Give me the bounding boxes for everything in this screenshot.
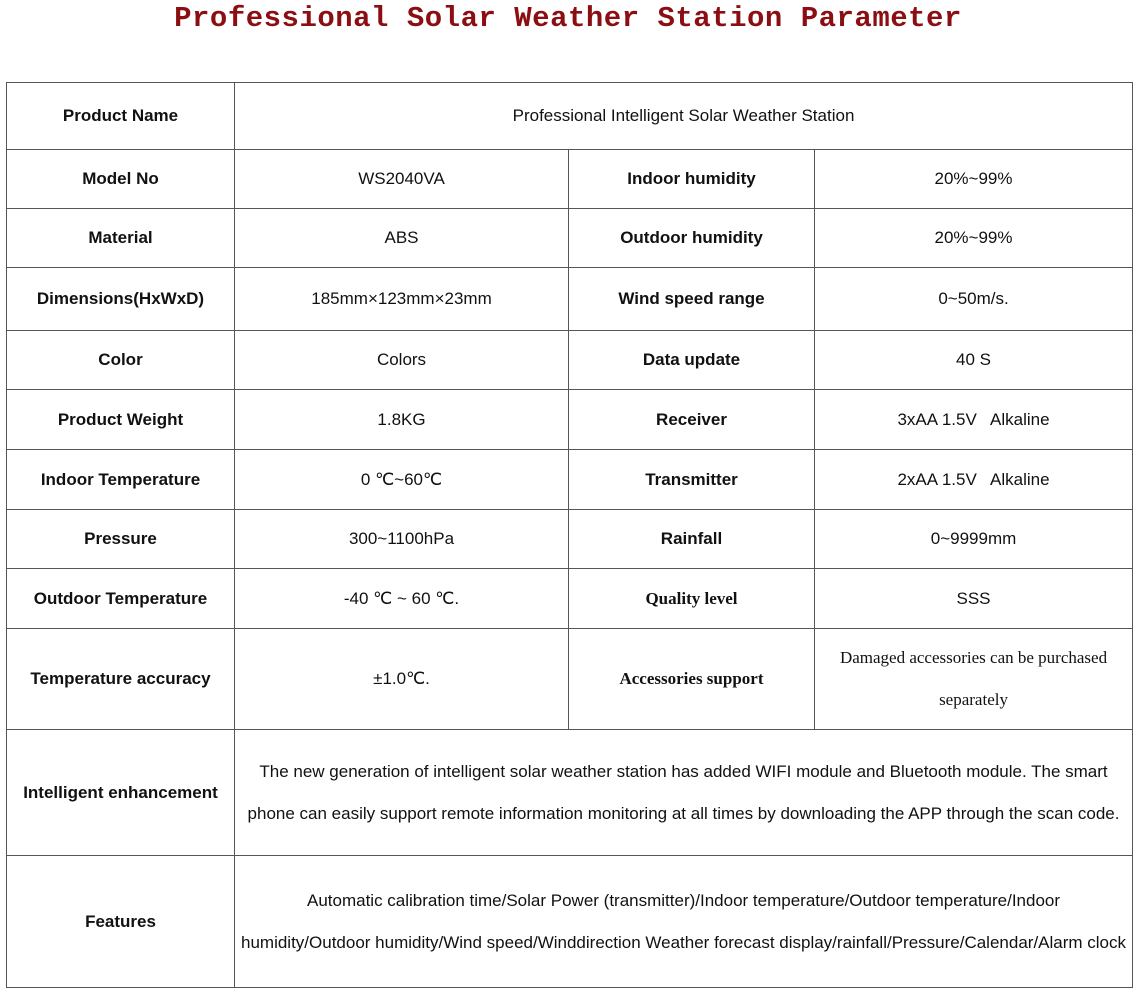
quality-level-label: Quality level	[569, 569, 815, 629]
receiver-label: Receiver	[569, 390, 815, 450]
material-value: ABS	[235, 209, 569, 268]
pressure-value: 300~1100hPa	[235, 510, 569, 569]
color-value: Colors	[235, 331, 569, 390]
accessories-support-value: Damaged accessories can be purchased separately	[815, 629, 1133, 730]
parameter-table	[6, 82, 1133, 988]
pressure-label: Pressure	[7, 510, 235, 569]
model-no-value: WS2040VA	[235, 150, 569, 209]
outdoor-temperature-value: -40 ℃ ~ 60 ℃.	[235, 569, 569, 629]
wind-speed-range-value: 0~50m/s.	[815, 268, 1133, 331]
color-label: Color	[7, 331, 235, 390]
table-row	[7, 390, 1133, 450]
intelligent-enhancement-text: The new generation of intelligent solar weather station has added WIFI module and Bluetooth module. The smart phone can easily support remote information monitoring at all times by downloading the APP through the scan code.	[235, 730, 1133, 856]
data-update-label: Data update	[569, 331, 815, 390]
product-weight-label: Product Weight	[7, 390, 235, 450]
table-row	[7, 331, 1133, 390]
table-row	[7, 510, 1133, 569]
temperature-accuracy-label: Temperature accuracy	[7, 629, 235, 730]
rainfall-value: 0~9999mm	[815, 510, 1133, 569]
outdoor-humidity-label: Outdoor humidity	[569, 209, 815, 268]
product-name-value: Professional Intelligent Solar Weather Station	[235, 83, 1133, 150]
features-text: Automatic calibration time/Solar Power (transmitter)/Indoor temperature/Outdoor temperature/Indoor humidity/Outdoor humidity/Wind speed/Winddirection Weather forecast display/rainfall/Pressure/Calendar/Alarm clock	[235, 856, 1133, 988]
table-row	[7, 569, 1133, 629]
table-row	[7, 450, 1133, 510]
quality-level-value: SSS	[815, 569, 1133, 629]
indoor-temperature-value: 0 ℃~60℃	[235, 450, 569, 510]
table-row	[7, 629, 1133, 730]
features-label: Features	[7, 856, 235, 988]
indoor-humidity-value: 20%~99%	[815, 150, 1133, 209]
indoor-humidity-label: Indoor humidity	[569, 150, 815, 209]
dimensions-label: Dimensions(HxWxD)	[7, 268, 235, 331]
page-title: Professional Solar Weather Station Parameter	[174, 2, 962, 35]
transmitter-value: 2xAA 1.5V Alkaline	[815, 450, 1133, 510]
receiver-value: 3xAA 1.5V Alkaline	[815, 390, 1133, 450]
outdoor-temperature-label: Outdoor Temperature	[7, 569, 235, 629]
model-no-label: Model No	[7, 150, 235, 209]
temperature-accuracy-value: ±1.0℃.	[235, 629, 569, 730]
table-row	[7, 268, 1133, 331]
product-weight-value: 1.8KG	[235, 390, 569, 450]
table-row	[7, 150, 1133, 209]
indoor-temperature-label: Indoor Temperature	[7, 450, 235, 510]
table-row	[7, 730, 1133, 856]
rainfall-label: Rainfall	[569, 510, 815, 569]
table-row	[7, 856, 1133, 988]
table-row	[7, 83, 1133, 150]
table-row	[7, 209, 1133, 268]
transmitter-label: Transmitter	[569, 450, 815, 510]
intelligent-enhancement-label: Intelligent enhancement	[7, 730, 235, 856]
dimensions-value: 185mm×123mm×23mm	[235, 268, 569, 331]
outdoor-humidity-value: 20%~99%	[815, 209, 1133, 268]
material-label: Material	[7, 209, 235, 268]
wind-speed-range-label: Wind speed range	[569, 268, 815, 331]
product-name-label: Product Name	[7, 83, 235, 150]
data-update-value: 40 S	[815, 331, 1133, 390]
accessories-support-label: Accessories support	[569, 629, 815, 730]
